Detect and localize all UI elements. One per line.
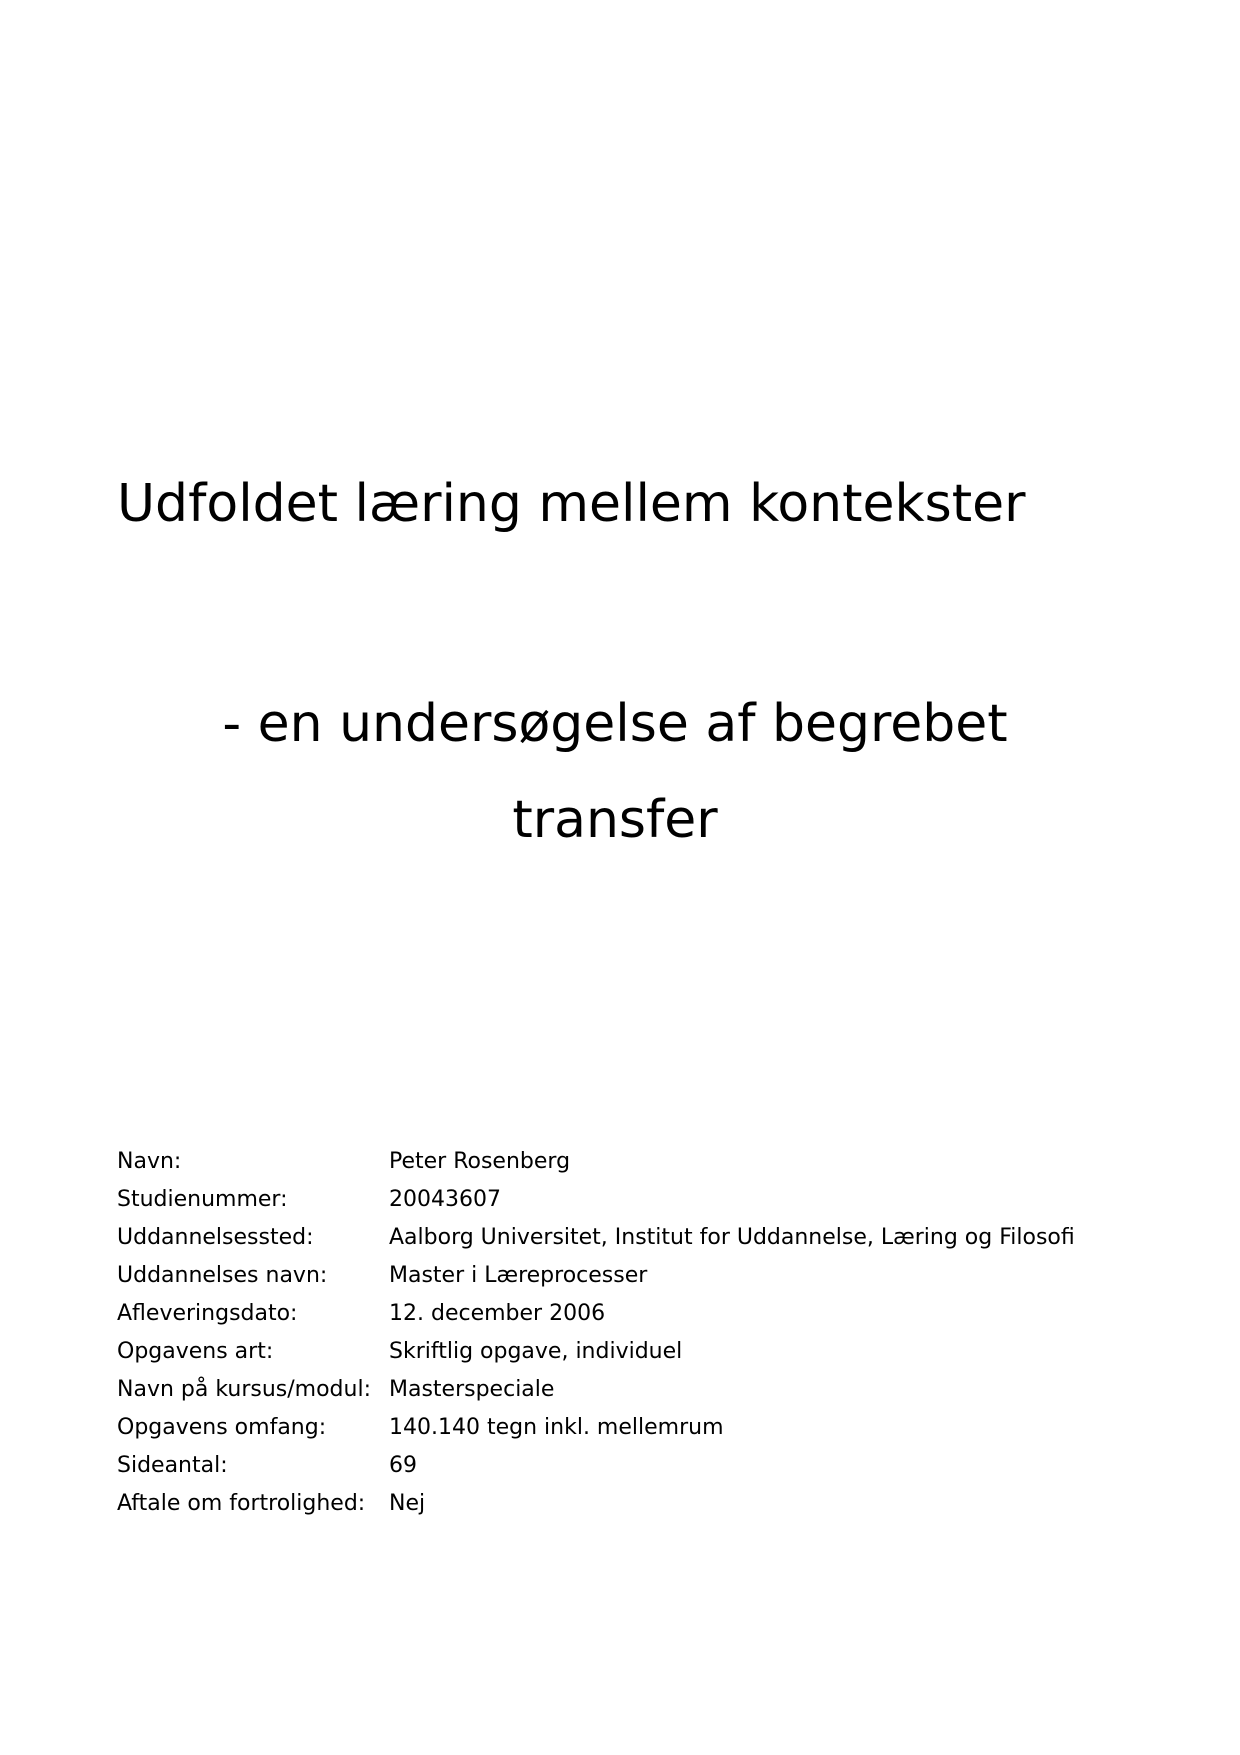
metadata-value: 12. december 2006	[389, 1301, 606, 1326]
metadata-value: 20043607	[389, 1187, 501, 1212]
metadata-label: Studienummer:	[117, 1187, 288, 1212]
metadata-row-student-number	[117, 1181, 1177, 1219]
document-title: Udfoldet læring mellem kontekster	[117, 474, 1026, 534]
metadata-value: 69	[389, 1453, 417, 1478]
metadata-row-page-count	[117, 1447, 1177, 1485]
metadata-value: Master i Læreprocesser	[389, 1263, 648, 1288]
metadata-label: Sideantal:	[117, 1453, 228, 1478]
metadata-value: Skriftlig opgave, individuel	[389, 1339, 683, 1364]
metadata-value: Peter Rosenberg	[389, 1149, 571, 1174]
metadata-label: Navn:	[117, 1149, 182, 1174]
metadata-value: Nej	[389, 1491, 426, 1516]
metadata-row-course	[117, 1371, 1177, 1409]
metadata-value: 140.140 tegn inkl. mellemrum	[389, 1415, 724, 1440]
metadata-label: Afleveringsdato:	[117, 1301, 298, 1326]
metadata-label: Opgavens art:	[117, 1339, 274, 1364]
metadata-row-submission-date	[117, 1295, 1177, 1333]
metadata-label: Uddannelses navn:	[117, 1263, 328, 1288]
metadata-label: Aftale om fortrolighed:	[117, 1491, 366, 1516]
metadata-label: Uddannelsessted:	[117, 1225, 314, 1250]
metadata-row-name	[117, 1143, 1177, 1181]
metadata-row-confidentiality	[117, 1485, 1177, 1523]
metadata-row-scope	[117, 1409, 1177, 1447]
subtitle-line-2: transfer	[512, 790, 718, 850]
metadata-row-assignment-type	[117, 1333, 1177, 1371]
metadata-value: Aalborg Universitet, Institut for Uddannelse, Læring og Filosofi	[389, 1225, 1075, 1250]
metadata-label: Navn på kursus/modul:	[117, 1377, 371, 1402]
metadata-row-program	[117, 1257, 1177, 1295]
metadata-table	[117, 1143, 1177, 1523]
subtitle-line-1: - en undersøgelse af begrebet	[222, 694, 1008, 754]
metadata-row-institution	[117, 1219, 1177, 1257]
metadata-value: Masterspeciale	[389, 1377, 555, 1402]
metadata-label: Opgavens omfang:	[117, 1415, 327, 1440]
document-subtitle	[150, 676, 1080, 868]
